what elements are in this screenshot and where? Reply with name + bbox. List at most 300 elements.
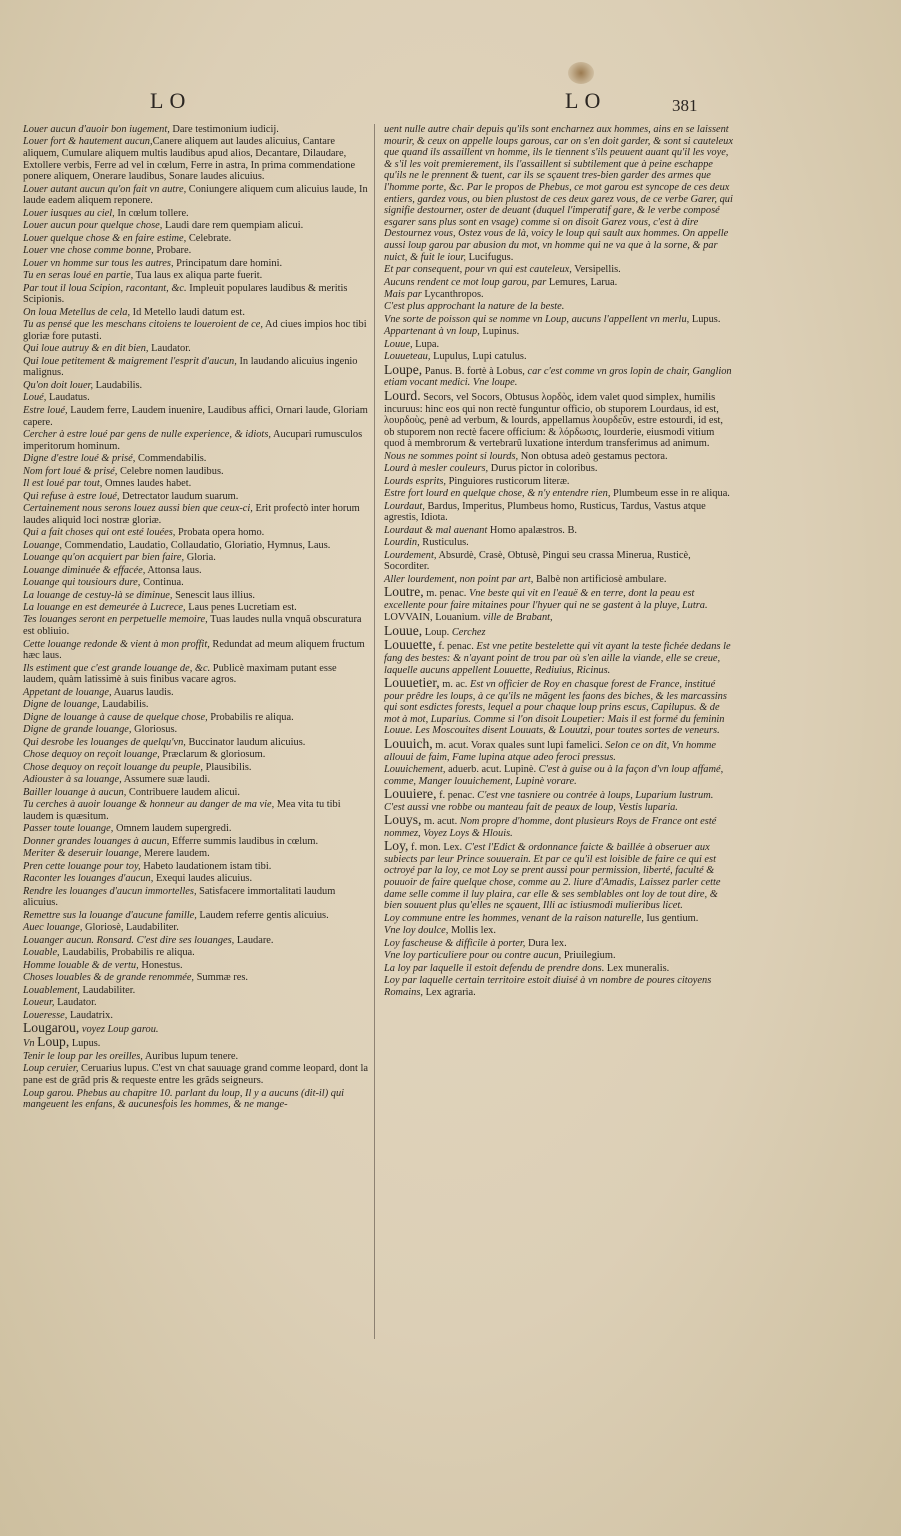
entry-head: Louablement,: [23, 984, 80, 996]
entry-tail: C'est vne tasniere ou contrée à loups, Luparium lustrum. C'est aussi vne robbe ou manteau fait de peaux de loup, Vestis luparia.: [384, 790, 714, 813]
entry-head: Louer vne chose comme bonne,: [23, 245, 154, 257]
dictionary-entry: [23, 565, 368, 577]
entry-tr: Non obtusa adeò gestamus pectora.: [518, 450, 668, 462]
dictionary-entry: [384, 451, 734, 463]
dictionary-entry: [384, 735, 734, 763]
entry-head: Lourdin,: [384, 537, 420, 549]
entry-tr: Louanium.: [432, 612, 481, 624]
dictionary-entry: [384, 314, 734, 326]
entry-tr: Ceruarius lupus. C'est vn chat sauuage grand comme leopard, dont la pane est de grãd pris & requeste entre les grãds seigneurs.: [23, 1063, 368, 1087]
entry-head: Qu'on doit louer,: [23, 379, 94, 391]
entry-big: Loupe,: [384, 361, 423, 377]
dictionary-entry: [384, 913, 734, 925]
dictionary-entry: [23, 861, 368, 873]
column-divider: [374, 124, 375, 1339]
entry-head: Tu as pensé que les meschans citoiens te loueroient de ce,: [23, 319, 263, 331]
entry-tr: Erit profectò inter horum laudes aliquid loci nostræ gloriæ.: [23, 503, 360, 526]
dictionary-entry: [23, 985, 368, 997]
entry-tr: Laudatus.: [46, 392, 90, 404]
entry-tr: m. ac.: [439, 679, 468, 691]
dictionary-entry: [23, 972, 368, 984]
dictionary-entry: [23, 552, 368, 564]
entry-tr: Gloriosus.: [131, 724, 178, 736]
entry-tr: Lemures, Larua.: [546, 276, 618, 288]
entry-head: Louer autant aucun qu'on fait vn autre,: [23, 183, 187, 195]
entry-tr: Publicè maximam putant esse laudem, quàm latissimè à suis finibus vacare agros.: [23, 662, 337, 686]
dictionary-entry: [23, 1022, 368, 1036]
entry-tr: m. acut. Vorax quales sunt lupi famelici.: [432, 739, 603, 751]
dictionary-entry: [384, 975, 734, 998]
dictionary-entry: [23, 997, 368, 1009]
dictionary-entry: [23, 245, 368, 257]
entry-head: Louer iusques au ciel,: [23, 207, 115, 219]
entry-tr: Probare.: [153, 245, 192, 257]
dictionary-entry: [384, 361, 734, 389]
entry-tr: Efferre summis laudibus in cœlum.: [169, 835, 319, 847]
dictionary-entry: [384, 612, 734, 624]
entry-head: Louange qu'on acquiert par bien faire,: [23, 552, 185, 564]
entry-tr: f. penac.: [436, 790, 475, 802]
running-head-left: LO: [150, 88, 192, 113]
dictionary-entry: [23, 283, 368, 306]
entry-head: Aucuns rendent ce mot loup garou, par: [384, 276, 547, 288]
dictionary-entry: [384, 463, 734, 475]
entry-head: Vn: [23, 1038, 38, 1050]
entry-tr: Laudabilis.: [99, 699, 149, 711]
entry-tr: Habeto laudationem istam tibi.: [140, 860, 272, 872]
entry-tr: Pinguiores rusticorum literæ.: [445, 475, 570, 487]
entry-big: Loy,: [384, 838, 409, 854]
entry-tr: Coniungere aliquem cum alicuius laude, In laude eadem aliquem reponere.: [23, 183, 368, 207]
entry-head: Louanger aucun. Ronsard. C'est dire ses louanges,: [23, 934, 235, 946]
entry-tail: C'est à guise ou à la façon d'vn loup affamé, comme, Manger louuichement, Lupinè vorare.: [384, 764, 724, 787]
dictionary-entry: [23, 947, 368, 959]
entry-tail: Est vn officier de Roy en chasque forest de France, institué pour prêdre les loups, à ce qu'ils ne mãgent les faons des biches, & les marcassins qui sont esdictes forests, lequel a pour chaque loup prins escus, Capilupus. & de mot à mot, Luparius. Comme si l'on disoit Loupetier: Mais il est formé du feminin Louue. Les Moscouites disent Louuats, & Louutzi, pour toutes sortes de veneurs.: [384, 679, 727, 737]
dictionary-entry: [23, 737, 368, 749]
dictionary-entry: [384, 351, 734, 363]
entry-head: Loy par laquelle certain territoire estoit diuisé à vn nombre de poures citoyens Romains,: [384, 975, 712, 998]
entry-head: Chose dequoy on reçoit louange,: [23, 749, 160, 761]
dictionary-entry: [384, 788, 734, 813]
dictionary-entry: [23, 663, 368, 686]
entry-tr: Versipellis.: [571, 264, 621, 276]
entry-tr: Contribuere laudem alicui.: [126, 786, 241, 798]
entry-tr: Mollis lex.: [448, 925, 496, 937]
entry-tr: Homo apalæstros. B.: [487, 524, 578, 536]
dictionary-entry: [23, 270, 368, 282]
entry-tr: Lucifugus.: [465, 251, 514, 263]
entry-tr: Auarus laudis.: [111, 686, 174, 698]
entry-head: Digne de louange,: [23, 699, 100, 711]
entry-head: Digne d'estre loué & prisé,: [23, 453, 136, 465]
entry-head: Lourds esprits,: [384, 475, 446, 487]
entry-tr: Auribus lupum tenere.: [142, 1050, 239, 1062]
dictionary-entry: [384, 622, 734, 639]
dictionary-entry: [23, 258, 368, 270]
right-column: [384, 124, 734, 999]
entry-head: Louange,: [23, 539, 62, 551]
dictionary-entry: [23, 1063, 368, 1086]
dictionary-entry: [23, 380, 368, 392]
dictionary-entry: [23, 1036, 368, 1050]
entry-tr: Impleuit populares laudibus & meritis Scipionis.: [23, 282, 348, 306]
entry-head: Vne loy particuliere pour ou contre aucun,: [384, 950, 562, 962]
dictionary-entry: [23, 491, 368, 503]
entry-head: Tu cerches à auoir louange & honneur au danger de ma vie,: [23, 799, 275, 811]
entry-tr: Plausibilis.: [202, 761, 252, 773]
dictionary-entry: [23, 873, 368, 885]
entry-head: Nom fort loué & prisé,: [23, 465, 118, 477]
entry-tr: Loup.: [422, 626, 450, 638]
entry-tr: Satisfacere immortalitati laudum alicuius.: [23, 885, 336, 909]
entry-tr: Lupinus.: [479, 326, 520, 338]
entry-head: Cercher à estre loué par gens de nulle experience, & idiots,: [23, 428, 271, 440]
entry-tr: Laus penes Lucretiam est.: [185, 601, 297, 613]
entry-tr: Principatum dare homini.: [173, 257, 283, 269]
entry-tr: Dura lex.: [525, 937, 567, 949]
entry-head: Loup ceruier,: [23, 1063, 79, 1075]
dictionary-entry: [23, 405, 368, 428]
entry-tr: Gloriosè, Laudabiliter.: [82, 922, 179, 934]
entry-tr: Lupa.: [412, 338, 440, 350]
dictionary-entry: [384, 938, 734, 950]
entry-tr: Laudabiliter.: [79, 984, 136, 996]
dictionary-entry: [23, 220, 368, 232]
entry-tr: Laudem ferre, Laudem inuenire, Laudibus affici, Ornari laude, Gloriam capere.: [23, 404, 368, 428]
dictionary-entry: [384, 950, 734, 962]
entry-tr: Dare testimonium iudicij.: [169, 124, 279, 135]
entry-head: Digne de louange à cause de quelque chose,: [23, 711, 208, 723]
entry-tr: Lupus.: [689, 313, 721, 325]
entry-tr: m. penac.: [423, 588, 467, 600]
entry-head: Louange diminuée & effacée,: [23, 564, 146, 576]
entry-big: Louys,: [384, 812, 422, 828]
dictionary-entry: [23, 453, 368, 465]
page-number: 381: [672, 96, 698, 115]
dictionary-entry: [384, 574, 734, 586]
dictionary-entry: [23, 836, 368, 848]
dictionary-entry: [384, 677, 734, 737]
dictionary-entry: [23, 724, 368, 736]
entry-tr: Laudator.: [54, 997, 97, 1009]
entry-head: La louange en est demeurée à Lucrece,: [23, 601, 186, 613]
entry-head: Louer aucun pour quelque chose,: [23, 220, 163, 232]
entry-head: On loua Metellus de cela,: [23, 306, 131, 318]
entry-tr: Balbè non artificiosè ambulare.: [533, 573, 667, 585]
entry-big: Louue,: [384, 622, 423, 638]
entry-head: Qui a fait choses qui ont esté louées,: [23, 527, 176, 539]
dictionary-entry: [23, 687, 368, 699]
entry-head: Qui desrobe les louanges de quelqu'vn,: [23, 736, 186, 748]
dictionary-entry: [23, 208, 368, 220]
entry-tr: Durus pictor in coloribus.: [488, 463, 598, 475]
entry-tr: Ad ciues impios hoc tibi gloriæ fore putasti.: [23, 319, 367, 342]
entry-tr: Lupus.: [69, 1038, 101, 1050]
entry-head: Aller lourdement, non point par art,: [384, 573, 534, 585]
entry-head: Louuichement,: [384, 764, 446, 776]
entry-tr: Honestus.: [138, 959, 183, 971]
entry-head: Choses louables & de grande renommée,: [23, 972, 195, 984]
dictionary-entry: [23, 1051, 368, 1063]
dictionary-entry: [23, 602, 368, 614]
entry-head: Par tout il loua Scipion, racontant, &c.: [23, 282, 187, 294]
entry-tr: Merere laudem.: [141, 848, 210, 860]
dictionary-entry: [23, 124, 368, 136]
entry-head: C'est plus approchant la nature de la beste.: [384, 301, 565, 313]
entry-tr: Tua laus ex aliqua parte fuerit.: [133, 270, 263, 282]
entry-head: Loy commune entre les hommes, venant de la raison naturelle,: [384, 912, 644, 924]
entry-tr: Laudem referre gentis alicuius.: [196, 909, 329, 921]
dictionary-entry: [23, 823, 368, 835]
entry-big: Louuetier,: [384, 675, 440, 691]
entry-head: Loy fascheuse & difficile à porter,: [384, 937, 526, 949]
dictionary-entry: [384, 277, 734, 289]
entry-tr: aduerb. acut. Lupinè.: [445, 764, 537, 776]
dictionary-entry: [384, 488, 734, 500]
dictionary-entry: [384, 124, 734, 263]
entry-tr: Summæ res.: [194, 972, 249, 984]
entry-tr: Aucupari rumusculos imperitorum hominum.: [23, 428, 363, 452]
dictionary-entry: [23, 343, 368, 355]
entry-tr: Canere aliquem aut laudes alicuius, Cantare aliquem, Cumulare aliquem multis laudibus apud alios, Decantare, Dilaudare, Extollere verbis, Ferre ad vel in cœlum, Ferre in astra, In prima commendatione ponere aliquem, Onerare laudibus, Sonare laudes alicuius.: [23, 136, 356, 183]
entry-head: Pren cette louange pour toy,: [23, 860, 141, 872]
dictionary-entry: [23, 639, 368, 662]
dictionary-entry: [23, 466, 368, 478]
entry-big: Louuich,: [384, 735, 433, 751]
entry-tail: car c'est comme vn gros lopin de chair, Ganglion etiam vocant medici. Vne loupe.: [384, 365, 732, 389]
entry-tr: Lupulus, Lupi catulus.: [430, 351, 527, 363]
entry-tr: Laudi dare rem quempiam alicui.: [162, 220, 304, 232]
dictionary-entry: [23, 429, 368, 452]
dictionary-entry: [23, 886, 368, 909]
entry-tail: Cerchez: [449, 626, 486, 638]
entry-head: Il est loué par tout,: [23, 478, 103, 490]
entry-head: Tu en seras loué en partie,: [23, 270, 134, 282]
entry-head: Tes louanges seront en perpetuelle memoire,: [23, 614, 208, 626]
dictionary-entry: [23, 184, 368, 207]
dictionary-entry: [384, 476, 734, 488]
entry-tr: Secors, vel Socors, Obtusus λορδὸς, idem valet quod simplex, humilis incuruus: hinc eos qui non rectè funguntur officio, ob stuporem Lourdaus, id est, λουρδοὺς, penè ad verbum, & lourds, appellamus λουρδεῦν, estre estourdi, id est, ob stuporem non rectè facere officium: & λόρδωσις, lourderie, eiusmodi vitium quod à membrorum & vertebrarũ luxatione interdum transferimus ad animum.: [384, 391, 723, 450]
entry-tail: voyez Loup garou.: [79, 1024, 159, 1035]
entry-head: Loueur,: [23, 997, 55, 1009]
entry-tr: Laudator.: [148, 343, 191, 355]
dictionary-entry: [384, 326, 734, 338]
entry-head: Appetant de louange,: [23, 686, 112, 698]
entry-head: Louer vn homme sur tous les autres,: [23, 257, 174, 269]
entry-tr: Buccinator laudum alicuius.: [185, 736, 306, 748]
dictionary-entry: [23, 503, 368, 526]
entry-head: Louueteau,: [384, 351, 431, 363]
entry-tr: Omnes laudes habet.: [102, 478, 192, 490]
entry-big: Loup,: [37, 1034, 70, 1050]
entry-tr: Probata opera homo.: [175, 527, 265, 539]
dictionary-entry: [384, 501, 734, 524]
entry-head: Loué,: [23, 392, 47, 404]
entry-tr: Absurdè, Crasè, Obtusè, Pingui seu crassa Minerua, Rusticè, Socorditer.: [384, 549, 691, 573]
entry-head: Vne sorte de poisson qui se nomme vn Loup, aucuns l'appellent vn merlu,: [384, 313, 690, 325]
ink-stain: [568, 62, 594, 84]
entry-tr: Laudatrix.: [67, 1009, 113, 1021]
entry-tr: Ius gentium.: [643, 912, 699, 924]
entry-tail: Est vne petite bestelette qui vit ayant la teste fichée dedans le fang des bestes: & n'ayant point de trou par où s'en aille la viande, elle se creue, laquelle aucuns appellent Louuette, Rediuius, Ricinus.: [384, 641, 731, 676]
entry-tail: Selon ce on dit, Vn homme allouui de faim, Fame lupina atque adeo feroci pressus.: [384, 739, 716, 763]
dictionary-entry: [384, 264, 734, 276]
dictionary-entry: [384, 586, 734, 611]
entry-tr: Mea vita tu tibi laudem is quæsitum.: [23, 799, 341, 822]
entry-tr: Bardus, Imperitus, Plumbeus homo, Rusticus, Tardus, Vastus atque agrestis, Idiota.: [384, 500, 706, 524]
entry-head: Digne de grande louange,: [23, 724, 132, 736]
entry-tr: Rusticulus.: [419, 537, 469, 549]
entry-head: Louable,: [23, 947, 60, 959]
entry-head: Rendre les louanges d'aucun immortelles,: [23, 885, 197, 897]
entry-tr: Celebre nomen laudibus.: [117, 465, 224, 477]
dictionary-entry: [384, 387, 734, 450]
entry-head: Tenir le loup par les oreilles,: [23, 1050, 143, 1062]
entry-tr: Attonsa laus.: [145, 564, 202, 576]
dictionary-entry: [23, 799, 368, 822]
entry-tr: In laudando alicuius ingenio malignus.: [23, 355, 358, 379]
entry-head: Estre loué,: [23, 404, 68, 416]
entry-tr: Tuas laudes nulla vnquã obscuratura est obliuio.: [23, 614, 362, 638]
entry-head: La louange de cestuy-là se diminue,: [23, 589, 173, 601]
dictionary-entry: [23, 960, 368, 972]
dictionary-entry: [23, 478, 368, 490]
dictionary-entry: [384, 289, 734, 301]
dictionary-entry: [23, 749, 368, 761]
entry-tail: C'est l'Edict & ordonnance faicte & baillée à obseruer aux subiects par leur Prince souuerain. Et par ce qu'il est loisible de faire ce qui est octroyé par la loy, ce mot Loy se prent aussi pour permission, liberté, faculté & pouuoir de faire quelque chose, comme au 2. liure d'Amadis, Laissez parler cette dame selle comme il luy plaira, car elle & ses semblables ont loy de tout dire, & bien souuent plus qu'elles ne sçauent, Illi ac istiusmodi mulieribus licet.: [384, 842, 721, 912]
entry-tr: Id Metello laudi datum est.: [130, 306, 245, 318]
dictionary-entry: [23, 762, 368, 774]
entry-tr: Gloria.: [184, 552, 216, 564]
dictionary-entry: [384, 963, 734, 975]
dictionary-entry: [23, 392, 368, 404]
entry-head: Qui refuse à estre loué,: [23, 490, 120, 502]
entry-tr: f. mon. Lex.: [408, 842, 463, 854]
entry-tr: Lycanthropos.: [421, 288, 484, 300]
entry-head: Certainement nous serons louez aussi bien que ceux-ci,: [23, 503, 253, 514]
entry-tr: Panus. B. fortè à Lobus,: [422, 365, 525, 377]
dictionary-entry: [23, 922, 368, 934]
entry-head: Louange qui tousiours dure,: [23, 577, 141, 589]
entry-caps: LOVVAIN,: [384, 612, 433, 624]
dictionary-entry: [384, 814, 734, 839]
dictionary-entry: [23, 319, 368, 342]
dictionary-entry: [23, 712, 368, 724]
entry-tail: ville de Brabant,: [480, 612, 553, 624]
entry-tr: Detrectator laudum suarum.: [119, 490, 239, 502]
entry-head: uent nulle autre chair depuis qu'ils sont encharnez aux hommes, ains en se laissent mourir, & ceux on appelle loups garous, car on s'en doit garder, & sont si cauteleux que quand ils assaillent vn homme, ils le tiennent s'ils peuuent auant qu'il les voye, & s'il les voit premierement, ils l'assaillent si subtilement que à peine eschappe qu'ils ne le prennent & tuent, car ils se sçauent tres-bien garder des armes que l'homme porte, &c. Par le propos de Phebus, ce mot garou est syncope de ces deux entiers, gardez vous, ou bien plustost de ces deux garez vous, de ce verbe Garer, qui signifie destourner, oster de deuant (duquel l'imperatif gare, & le verbe composé esgarer sans plus sont en vsage) comme si on disoit Garez vous, c'est à dire Destournez vous, Ostez vous de là, voicy le loup qui sault aux hommes. On appelle aussi loup garou par abusion du mot, vn homme qui ne va que à la sorne, & par nuict, & fuit le iour,: [384, 124, 733, 263]
dictionary-entry: [23, 699, 368, 711]
entry-head: Raconter les louanges d'aucun,: [23, 873, 154, 885]
entry-tr: Commendabilis.: [135, 453, 207, 465]
entry-head: Auec louange,: [23, 922, 83, 934]
entry-head: Louer aucun d'auoir bon iugement,: [23, 124, 170, 135]
dictionary-entry: [23, 307, 368, 319]
dictionary-entry: [384, 764, 734, 787]
entry-head: Qui loue petitement & maigrement l'esprit d'aucun,: [23, 355, 237, 367]
entry-tr: Celebrate.: [186, 232, 232, 244]
dictionary-entry: [384, 550, 734, 573]
entry-tr: Exequi laudes alicuius.: [153, 873, 253, 885]
dictionary-entry: [23, 614, 368, 637]
running-head-right: LO: [565, 88, 607, 113]
entry-tr: Laudabilis.: [93, 379, 143, 391]
entry-head: Remettre sus la louange d'aucune famille,: [23, 909, 197, 921]
dictionary-entry: [23, 527, 368, 539]
entry-tr: Senescit laus illius.: [172, 589, 256, 601]
entry-head: Appartenant à vn loup,: [384, 326, 480, 338]
entry-head: Vne loy doulce,: [384, 925, 449, 937]
entry-tail: Vne beste qui vit en l'eauë & en terre, dont la peau est excellente pour faire mitaines pour l'hyuer qui ne se gastent à la pluye, Lutra.: [384, 588, 708, 611]
entry-tr: Probabilis re aliqua.: [207, 711, 294, 723]
entry-head: Passer toute louange,: [23, 823, 114, 835]
entry-big: Lougarou,: [23, 1020, 80, 1035]
dictionary-entry: [384, 639, 734, 676]
dictionary-entry: [23, 590, 368, 602]
entry-tr: Laudabilis, Probabilis re aliqua.: [59, 947, 195, 959]
entry-head: Homme louable & de vertu,: [23, 959, 139, 971]
dictionary-entry: [384, 339, 734, 351]
dictionary-entry: [384, 537, 734, 549]
entry-head: Loueresse,: [23, 1009, 68, 1021]
entry-head: Donner grandes louanges à aucun,: [23, 835, 170, 847]
entry-head: La loy par laquelle il estoit defendu de prendre dons.: [384, 962, 605, 974]
dictionary-entry: [23, 540, 368, 552]
dictionary-entry: [23, 356, 368, 379]
entry-head: Meriter & deseruir louange,: [23, 848, 142, 860]
entry-tail: Nom propre d'homme, dont plusieurs Roys de France ont esté nommez, Voyez Loys & Hlouis.: [384, 816, 717, 839]
entry-tr: Lex agraria.: [422, 986, 476, 998]
entry-big: Louuiere,: [384, 786, 437, 802]
entry-head: Et par consequent, pour vn qui est cauteleux,: [384, 264, 572, 276]
entry-tr: Redundat ad meum aliquem fructum hæc laus.: [23, 638, 365, 662]
entry-tr: Laudare.: [234, 934, 274, 946]
left-column: [23, 124, 368, 1112]
entry-big: Lourd.: [384, 387, 421, 403]
entry-big: Louuette,: [384, 637, 436, 653]
entry-head: Nous ne sommes point si lourds,: [384, 450, 519, 462]
entry-head: Qui loue autruy & en dit bien,: [23, 343, 149, 355]
entry-head: Louue,: [384, 338, 413, 350]
dictionary-entry: [23, 935, 368, 947]
entry-head: Chose dequoy on reçoit louange du peuple,: [23, 761, 203, 773]
entry-tr: In cœlum tollere.: [114, 207, 189, 219]
entry-head: Louer fort & hautement aucun,: [23, 136, 153, 148]
dictionary-entry: [384, 925, 734, 937]
entry-tr: Omnem laudem supergredi.: [113, 823, 232, 835]
dictionary-entry: [23, 1088, 368, 1111]
dictionary-entry: [384, 525, 734, 537]
entry-head: Bailler louange à aucun,: [23, 786, 127, 798]
dictionary-entry: [23, 910, 368, 922]
entry-head: Mais par: [384, 288, 422, 300]
entry-tr: Priuilegium.: [561, 950, 616, 962]
dictionary-entry: [384, 840, 734, 912]
entry-big: Loutre,: [384, 584, 424, 600]
entry-head: Ils estiment que c'est grande louange de, &c.: [23, 662, 211, 674]
entry-tr: m. acut.: [421, 816, 458, 828]
dictionary-entry: [23, 136, 368, 182]
entry-head: Cette louange redonde & vient à mon proffit,: [23, 638, 210, 650]
entry-head: Estre fort lourd en quelque chose, & n'y entendre rien,: [384, 488, 611, 500]
entry-tr: Præclarum & gloriosum.: [159, 749, 266, 761]
dictionary-entry: [23, 787, 368, 799]
dictionary-entry: [23, 848, 368, 860]
entry-head: Louer quelque chose & en faire estime,: [23, 232, 187, 244]
entry-head: Adiouster à sa louange,: [23, 774, 122, 786]
entry-head: Lourdaut,: [384, 500, 425, 512]
dictionary-entry: [23, 577, 368, 589]
